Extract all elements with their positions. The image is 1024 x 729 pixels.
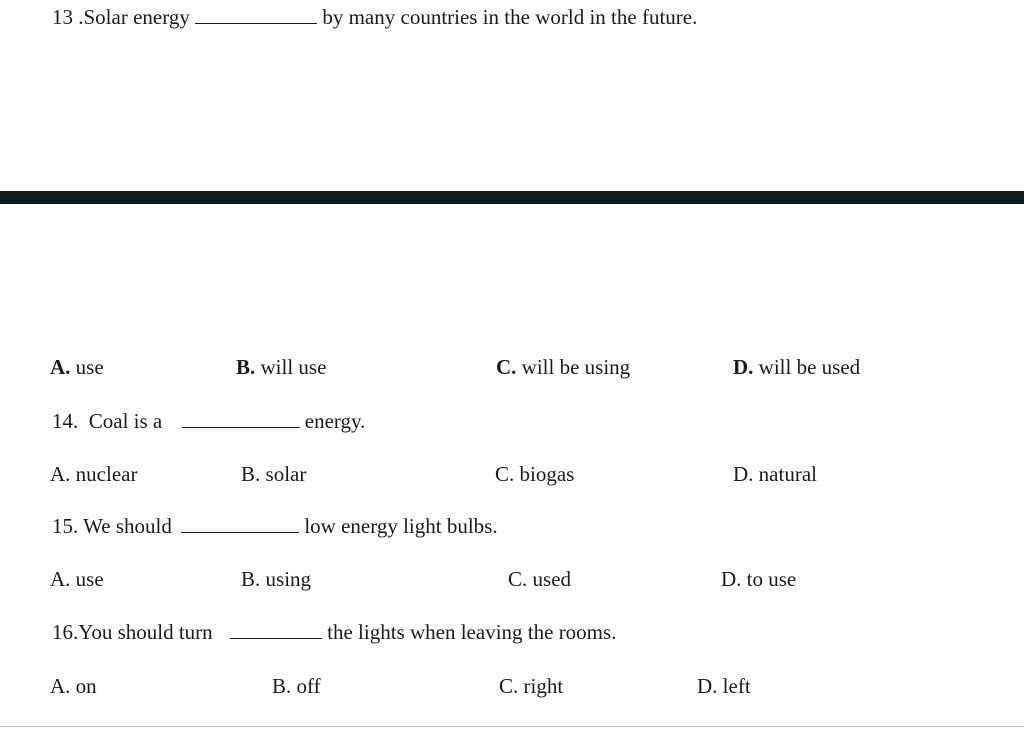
question-13-prefix: 13 .Solar energy — [52, 5, 190, 29]
option-sep: . — [65, 567, 71, 591]
option-13-c[interactable] — [496, 354, 630, 380]
option-text: right — [518, 674, 564, 698]
option-letter: D — [697, 674, 713, 698]
option-letter: C — [508, 567, 523, 591]
option-sep: . — [65, 674, 71, 698]
option-sep: . — [748, 462, 754, 486]
option-16-c[interactable] — [499, 673, 563, 699]
question-15-suffix: low energy light bulbs. — [304, 514, 498, 538]
question-14-prefix: 14. Coal is a — [52, 409, 163, 433]
option-sep: . — [255, 567, 261, 591]
option-sep: . — [250, 355, 256, 379]
question-13 — [52, 4, 697, 30]
option-text: to use — [741, 567, 797, 591]
option-sep: . — [513, 674, 519, 698]
option-text: nuclear — [70, 462, 138, 486]
question-14 — [52, 408, 365, 434]
option-text: use — [70, 355, 104, 379]
option-14-a[interactable] — [50, 461, 137, 487]
option-sep: . — [286, 674, 292, 698]
question-15-prefix: 15. We should — [52, 514, 172, 538]
option-text: solar — [260, 462, 307, 486]
question-14-suffix: energy. — [304, 409, 366, 433]
option-13-b[interactable] — [236, 354, 326, 380]
option-sep: . — [509, 462, 515, 486]
option-letter: C — [499, 674, 514, 698]
option-sep: . — [65, 355, 71, 379]
option-15-d[interactable] — [721, 566, 796, 592]
option-letter: D — [721, 567, 737, 591]
option-letter: B — [241, 462, 256, 486]
option-13-d[interactable] — [733, 354, 860, 380]
option-letter: B — [241, 567, 256, 591]
option-letter: D — [733, 355, 749, 379]
option-15-b[interactable] — [241, 566, 311, 592]
option-text: biogas — [514, 462, 575, 486]
option-text: use — [70, 567, 104, 591]
option-letter: B — [236, 355, 251, 379]
answer-blank — [195, 5, 317, 24]
bottom-divider — [0, 726, 1024, 727]
option-sep: . — [511, 355, 517, 379]
option-sep: . — [712, 674, 718, 698]
answer-blank — [182, 409, 300, 428]
option-15-c[interactable] — [508, 566, 571, 592]
option-text: will be using — [516, 355, 631, 379]
option-sep: . — [522, 567, 528, 591]
option-letter: A — [50, 567, 66, 591]
option-text: will use — [255, 355, 327, 379]
option-text: off — [291, 674, 321, 698]
option-16-b[interactable] — [272, 673, 321, 699]
option-sep: . — [255, 462, 261, 486]
option-letter: A — [50, 355, 66, 379]
option-letter: B — [272, 674, 287, 698]
answer-blank — [230, 620, 322, 639]
option-letter: C — [495, 462, 510, 486]
option-letter: D — [733, 462, 749, 486]
option-14-d[interactable] — [733, 461, 817, 487]
option-14-b[interactable] — [241, 461, 306, 487]
option-14-c[interactable] — [495, 461, 574, 487]
option-letter: A — [50, 462, 66, 486]
option-text: on — [70, 674, 97, 698]
option-sep: . — [748, 355, 754, 379]
option-text: left — [717, 674, 751, 698]
option-text: using — [260, 567, 312, 591]
option-15-a[interactable] — [50, 566, 104, 592]
option-16-d[interactable] — [697, 673, 751, 699]
option-sep: . — [65, 462, 71, 486]
option-sep: . — [736, 567, 742, 591]
option-letter: A — [50, 674, 66, 698]
question-16 — [52, 619, 616, 645]
answer-blank — [181, 514, 299, 533]
option-text: used — [527, 567, 572, 591]
option-text: will be used — [753, 355, 861, 379]
option-16-a[interactable] — [50, 673, 97, 699]
question-16-suffix: the lights when leaving the rooms. — [327, 620, 617, 644]
question-16-prefix: 16.You should turn — [52, 620, 213, 644]
question-13-suffix: by many countries in the world in the future. — [322, 5, 698, 29]
question-15 — [52, 513, 498, 539]
divider-bar — [0, 191, 1024, 204]
option-letter: C — [496, 355, 512, 379]
option-text: natural — [753, 462, 817, 486]
option-13-a[interactable] — [50, 354, 104, 380]
